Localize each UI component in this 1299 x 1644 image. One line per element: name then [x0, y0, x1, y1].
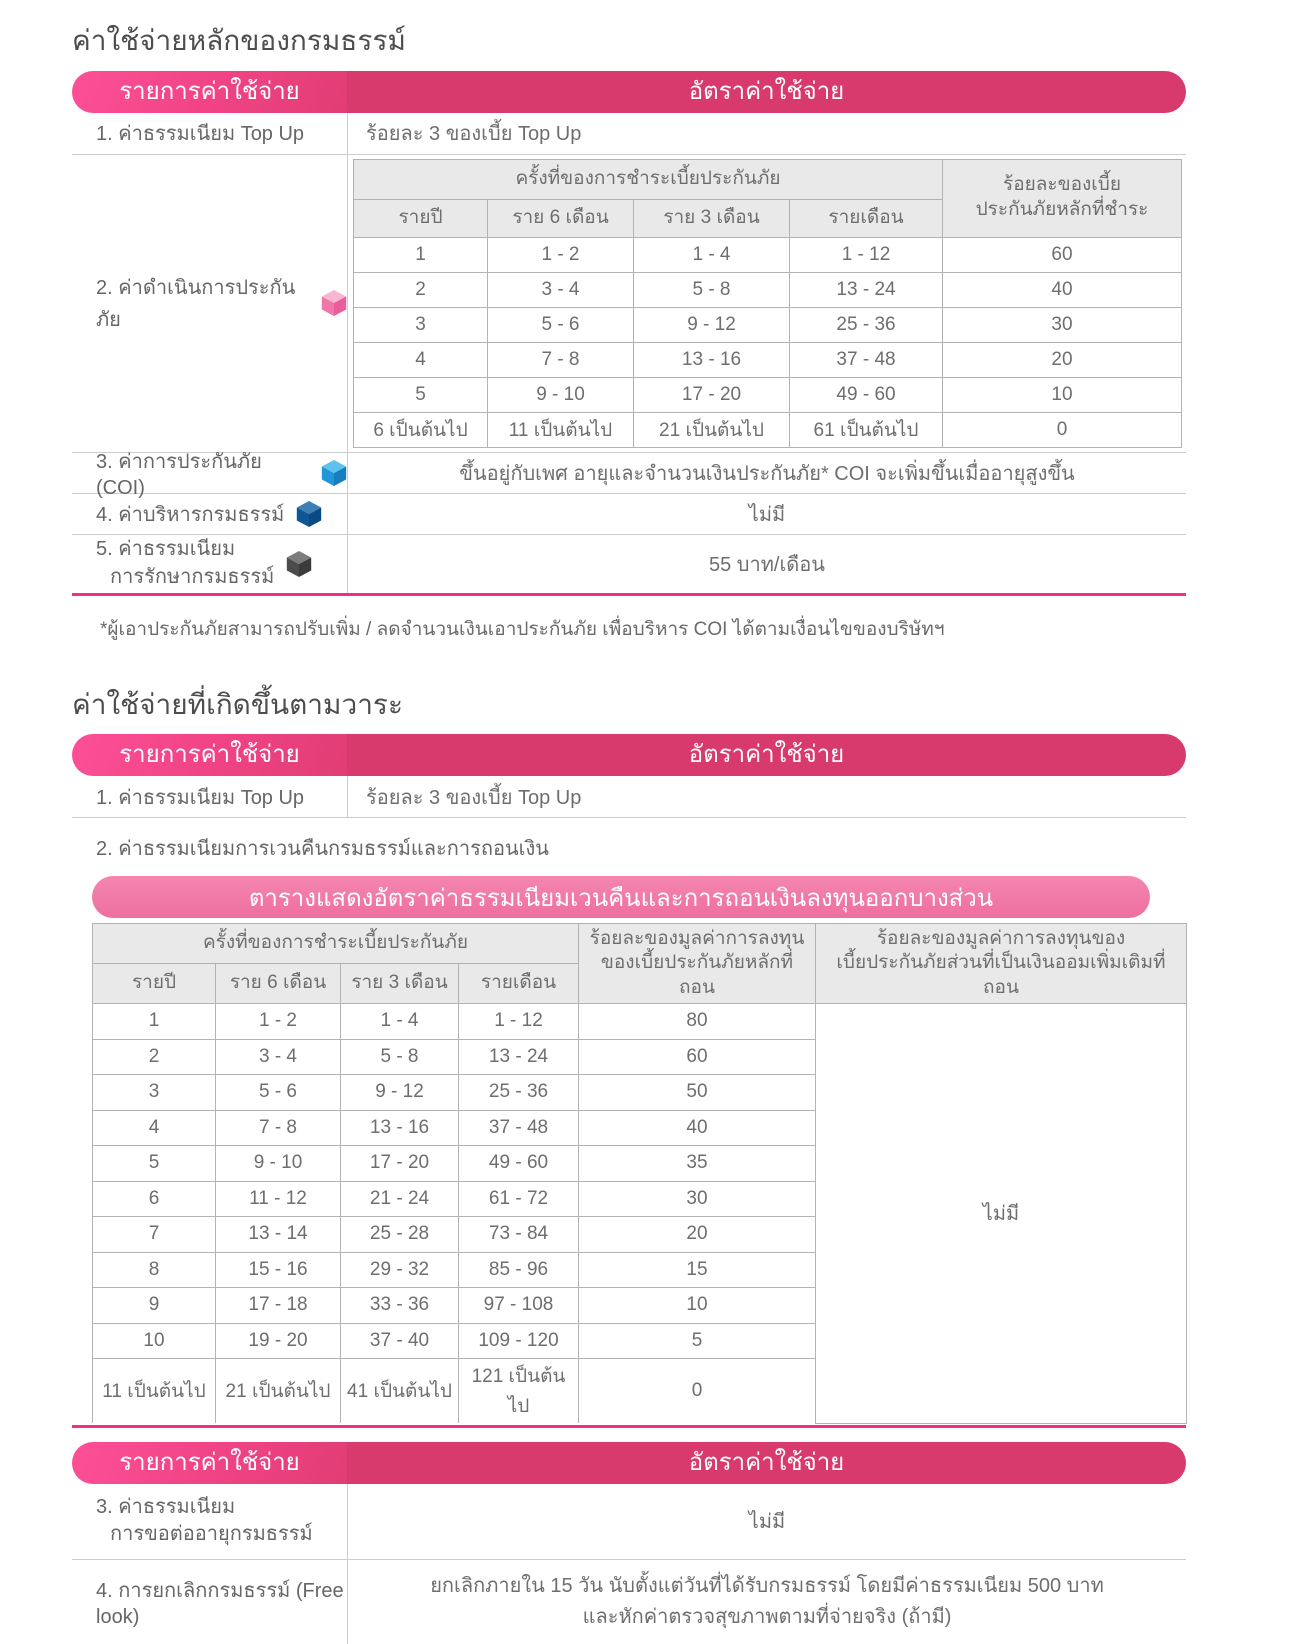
row-value-group: [347, 1560, 1186, 1644]
table-cell: 0: [579, 1359, 816, 1424]
table-row-maintenance-fee: [72, 535, 1186, 593]
table-cell: 9 - 12: [341, 1075, 459, 1111]
table-cell: 37 - 40: [341, 1323, 459, 1359]
table-header-row: [354, 159, 1182, 199]
table-cell: 9 - 12: [634, 307, 790, 342]
fee-list-column-header: รายการค่าใช้จ่าย: [72, 734, 347, 776]
main-fee-table: [72, 113, 1186, 596]
table-cell: 61 เป็นต้นไป: [790, 412, 943, 447]
fee-rate-column-header: อัตราค่าใช้จ่าย: [347, 71, 1186, 113]
table-cell: 85 - 96: [459, 1252, 579, 1288]
header-line: ประกันภัยหลักที่ชำระ: [975, 199, 1149, 221]
table-cell: 7 - 8: [216, 1110, 341, 1146]
fee-table2-header-band: [72, 734, 1186, 776]
table-cell: 21 - 24: [341, 1181, 459, 1217]
table-cell: 49 - 60: [459, 1146, 579, 1182]
surrender-fee-table-wrap: [92, 923, 1186, 1424]
table-cell: 15: [579, 1252, 816, 1288]
surrender-fee-row-label: 2. ค่าธรรมเนียมการเวนคืนกรมธรรม์และการถอนเงิน: [96, 838, 549, 861]
label-line: 5. ค่าธรรมเนียม: [96, 538, 236, 560]
table-cell: 60: [943, 237, 1182, 272]
table-row: [354, 377, 1182, 412]
column-header-yearly: รายปี: [93, 964, 216, 1004]
row-label: 4. ค่าบริหารกรมธรรม์: [96, 503, 285, 526]
surrender-table-banner: ตารางแสดงอัตราค่าธรรมเนียมเวนคืนและการถอนเงินลงทุนออกบางส่วน: [92, 876, 1150, 918]
table-cell: 15 - 16: [216, 1252, 341, 1288]
table-cell: 1 - 12: [459, 1004, 579, 1040]
table-cell: 50: [579, 1075, 816, 1111]
fee-rate-column-header: อัตราค่าใช้จ่าย: [347, 1442, 1186, 1484]
row-label-group: [72, 535, 347, 593]
table-cell: 0: [943, 412, 1182, 447]
table-row: [354, 272, 1182, 307]
table-cell: 11 - 12: [216, 1181, 341, 1217]
fee-list-column-header: รายการค่าใช้จ่าย: [72, 71, 347, 113]
table-cell: 7 - 8: [488, 342, 634, 377]
row-value: ไม่มี: [347, 494, 1186, 534]
pink-cube-icon: [321, 289, 347, 317]
table-cell: 40: [579, 1110, 816, 1146]
row-label: 1. ค่าธรรมเนียม Top Up: [96, 786, 305, 809]
value-line: และหักค่าตรวจสุขภาพตามที่จ่ายจริง (ถ้ามี): [582, 1605, 952, 1628]
table-row-renewal-fee: [72, 1484, 1186, 1560]
table-row: [93, 1004, 1187, 1040]
table-cell: 2: [354, 272, 488, 307]
row-label: [96, 536, 274, 591]
row-value: ร้อยละ 3 ของเบี้ย Top Up: [347, 776, 1186, 817]
column-header-monthly: รายเดือน: [459, 964, 579, 1004]
table-cell: 5 - 6: [216, 1075, 341, 1111]
table-cell: 9: [93, 1288, 216, 1324]
row-label: 3. ค่าการประกันภัย (COI): [96, 451, 262, 500]
table-cell: 3: [93, 1075, 216, 1111]
table-cell: 5: [579, 1323, 816, 1359]
row-label: 4. การยกเลิกกรมธรรม์ (Free look): [96, 1580, 344, 1629]
light-blue-cube-icon: [321, 459, 347, 487]
table-cell: 29 - 32: [341, 1252, 459, 1288]
table-cell: 1: [93, 1004, 216, 1040]
table-cell: 17 - 18: [216, 1288, 341, 1324]
label-line: การรักษากรมธรรม์: [110, 565, 275, 588]
label-line: 3. ค่าธรรมเนียม: [96, 1495, 236, 1518]
header-line: ของเบี้ยประกันภัยหลักที่ถอน: [600, 952, 794, 999]
table-cell: 6 เป็นต้นไป: [354, 412, 488, 447]
table-cell: 6: [93, 1181, 216, 1217]
table-cell: 10: [93, 1323, 216, 1359]
column-header-percent-of-premium: [943, 159, 1182, 237]
row-value: ขึ้นอยู่กับเพศ อายุและจำนวนเงินประกันภัย* COI จะเพิ่มขึ้นเมื่ออายุสูงขึ้น: [347, 453, 1186, 493]
table-row: [354, 342, 1182, 377]
table-cell: 61 - 72: [459, 1181, 579, 1217]
row-label: 2. ค่าดำเนินการประกันภัย: [96, 277, 296, 332]
column-header-saving-premium-withdraw: [816, 924, 1187, 1004]
surrender-fee-table: [92, 923, 1187, 1424]
table-cell: 13 - 16: [341, 1110, 459, 1146]
table-row: [354, 412, 1182, 447]
table-cell: 9 - 10: [488, 377, 634, 412]
table-cell: 1 - 2: [216, 1004, 341, 1040]
merged-cell-no-fee: ไม่มี: [816, 1004, 1187, 1424]
column-header-6month: ราย 6 เดือน: [216, 964, 341, 1004]
column-group-header: ครั้งที่ของการชำระเบี้ยประกันภัย: [93, 924, 579, 964]
table-cell: 5 - 8: [634, 272, 790, 307]
table-cell: 13 - 14: [216, 1217, 341, 1253]
table-cell: 21 เป็นต้นไป: [216, 1359, 341, 1424]
table-row-topup: [72, 113, 1186, 155]
table-row-admin-fee: [72, 494, 1186, 535]
column-header-3month: ราย 3 เดือน: [341, 964, 459, 1004]
table-cell: 40: [943, 272, 1182, 307]
table-cell: 2: [93, 1039, 216, 1075]
table-cell: 1 - 4: [634, 237, 790, 272]
table-cell: 21 เป็นต้นไป: [634, 412, 790, 447]
header-line: ร้อยละของมูลค่าการลงทุน: [589, 927, 805, 949]
row-value: ไม่มี: [347, 1484, 1186, 1559]
table-cell: 41 เป็นต้นไป: [341, 1359, 459, 1424]
operation-fee-schedule-table: [353, 159, 1182, 448]
table-cell: 1: [354, 237, 488, 272]
row-value: ร้อยละ 3 ของเบี้ย Top Up: [347, 113, 1186, 154]
section2-title: ค่าใช้จ่ายที่เกิดขึ้นตามวาระ: [72, 688, 403, 720]
table-row: [354, 237, 1182, 272]
table-cell: 73 - 84: [459, 1217, 579, 1253]
table-cell: 10: [579, 1288, 816, 1324]
renewal-cancellation-table: [72, 1484, 1186, 1644]
fee-table3-header-band: [72, 1442, 1186, 1484]
table-cell: 1 - 4: [341, 1004, 459, 1040]
table-cell: 30: [943, 307, 1182, 342]
table-cell: 80: [579, 1004, 816, 1040]
row-label: [96, 1494, 313, 1549]
table-cell: 5: [93, 1146, 216, 1182]
table-cell: 25 - 36: [459, 1075, 579, 1111]
header-line: ร้อยละของมูลค่าการลงทุนของ: [876, 927, 1126, 949]
table-cell: 9 - 10: [216, 1146, 341, 1182]
row-label-group: [72, 494, 347, 534]
table-cell: 11 เป็นต้นไป: [488, 412, 634, 447]
table-row-coi: [72, 451, 1186, 500]
table-cell: 5 - 8: [341, 1039, 459, 1075]
table-cell: 1 - 12: [790, 237, 943, 272]
table-cell: 37 - 48: [459, 1110, 579, 1146]
column-header-main-premium-withdraw: [579, 924, 816, 1004]
table-cell: 1 - 2: [488, 237, 634, 272]
label-line: การขอต่ออายุกรมธรรม์: [110, 1523, 313, 1546]
table-cell: 33 - 36: [341, 1288, 459, 1324]
table-cell: 19 - 20: [216, 1323, 341, 1359]
fee-list-column-header: รายการค่าใช้จ่าย: [72, 1442, 347, 1484]
table-cell: 3 - 4: [488, 272, 634, 307]
table-cell: 25 - 36: [790, 307, 943, 342]
table-cell: 109 - 120: [459, 1323, 579, 1359]
table-cell: 3 - 4: [216, 1039, 341, 1075]
table-cell: 121 เป็นต้นไป: [459, 1359, 579, 1424]
table-cell: 5 - 6: [488, 307, 634, 342]
table-cell: 49 - 60: [790, 377, 943, 412]
table-cell: 97 - 108: [459, 1288, 579, 1324]
operation-fee-table-cell: [347, 155, 1187, 452]
row-label-group: [72, 451, 347, 500]
periodic-fee-table: [72, 776, 1186, 818]
row-value: [430, 1571, 1104, 1633]
table-cell: 5: [354, 377, 488, 412]
table-row-operation-fee: [72, 155, 1186, 453]
value-line: ยกเลิกภายใน 15 วัน นับตั้งแต่วันที่ได้รับกรมธรรม์ โดยมีค่าธรรมเนียม 500 บาท: [430, 1574, 1104, 1597]
table-cell: 20: [579, 1217, 816, 1253]
column-group-header: ครั้งที่ของการชำระเบี้ยประกันภัย: [354, 159, 943, 199]
table-cell: 30: [579, 1181, 816, 1217]
table-cell: 20: [943, 342, 1182, 377]
row-label-group: [72, 155, 347, 452]
table-header-row: [93, 924, 1187, 964]
column-header-monthly: รายเดือน: [790, 199, 943, 237]
gray-cube-icon: [286, 550, 312, 578]
table-cell: 25 - 28: [341, 1217, 459, 1253]
row-label: 1. ค่าธรรมเนียม Top Up: [96, 123, 305, 146]
header-line: ร้อยละของเบี้ย: [1003, 174, 1121, 196]
section1-title: ค่าใช้จ่ายหลักของกรมธรรม์: [72, 25, 406, 56]
header-line: เบี้ยประกันภัยส่วนที่เป็นเงินออมเพิ่มเติมที่ถอน: [836, 952, 1166, 999]
column-header-yearly: รายปี: [354, 199, 488, 237]
table-cell: 7: [93, 1217, 216, 1253]
table-cell: 10: [943, 377, 1182, 412]
table-row: [354, 307, 1182, 342]
table-cell: 60: [579, 1039, 816, 1075]
footnote: *ผู้เอาประกันภัยสามารถปรับเพิ่ม / ลดจำนวนเงินเอาประกันภัย เพื่อบริหาร COI ได้ตามเงื่อนไขของบริษัทฯ: [100, 618, 945, 640]
column-header-3month: ราย 3 เดือน: [634, 199, 790, 237]
table-cell: 3: [354, 307, 488, 342]
table-cell: 37 - 48: [790, 342, 943, 377]
row-value: 55 บาท/เดือน: [347, 535, 1186, 593]
table-cell: 35: [579, 1146, 816, 1182]
table-row-freelook: [72, 1560, 1186, 1644]
table-cell: 4: [93, 1110, 216, 1146]
fee-table1-header-band: [72, 71, 1186, 113]
dark-blue-cube-icon: [296, 500, 322, 528]
table-cell: 11 เป็นต้นไป: [93, 1359, 216, 1424]
fee-rate-column-header: อัตราค่าใช้จ่าย: [347, 734, 1186, 776]
table-cell: 13 - 24: [459, 1039, 579, 1075]
table-cell: 17 - 20: [341, 1146, 459, 1182]
table-cell: 13 - 24: [790, 272, 943, 307]
table-cell: 17 - 20: [634, 377, 790, 412]
column-header-6month: ราย 6 เดือน: [488, 199, 634, 237]
table-cell: 4: [354, 342, 488, 377]
table-row-topup: [72, 776, 1186, 818]
row-label-group: [72, 1484, 347, 1559]
table-cell: 8: [93, 1252, 216, 1288]
table-cell: 13 - 16: [634, 342, 790, 377]
